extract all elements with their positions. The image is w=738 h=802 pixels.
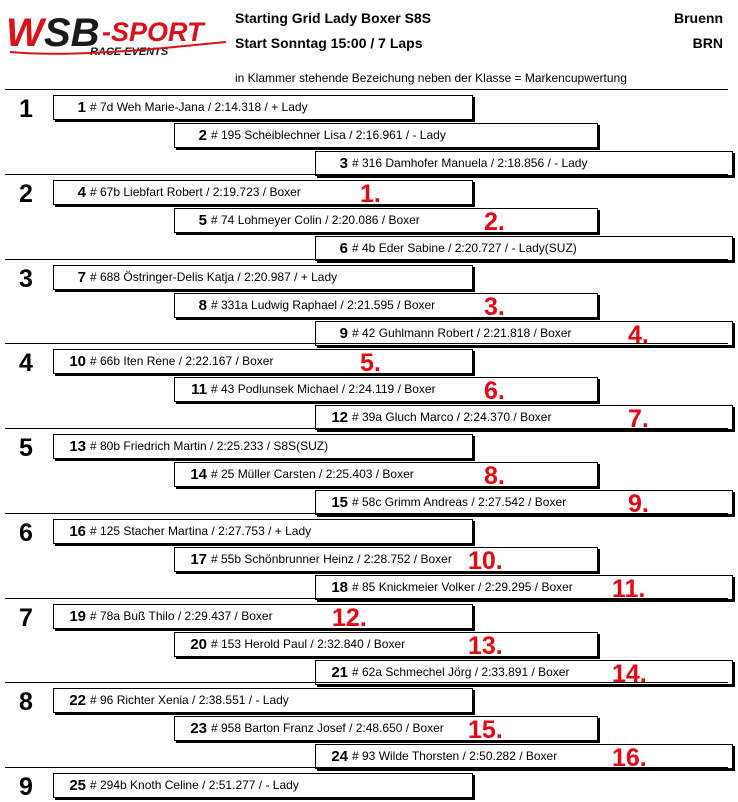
grid-position: 17 <box>190 551 207 568</box>
grid-position: 16 <box>69 523 86 540</box>
rider-info: # 96 Richter Xenia / 2:38.551 / - Lady <box>90 693 289 707</box>
boxer-class-rank: 9. <box>628 490 649 518</box>
grid-entry <box>174 208 598 236</box>
grid-entry <box>174 377 598 405</box>
row-divider <box>5 343 728 344</box>
boxer-class-rank: 8. <box>484 462 505 490</box>
grid-position: 6 <box>339 240 348 257</box>
grid-entry <box>53 265 473 290</box>
rider-info: # 39a Gluch Marco / 2:24.370 / Boxer <box>352 410 552 424</box>
grid-position: 23 <box>190 720 207 737</box>
rider-info: # 62a Schmechel Jörg / 2:33.891 / Boxer <box>352 665 570 679</box>
rider-info: # 25 Müller Carsten / 2:25.403 / Boxer <box>211 467 414 481</box>
rider-info: # 316 Damhofer Manuela / 2:18.856 / - Lady <box>352 156 588 170</box>
grid-entry <box>315 151 733 176</box>
rider-info: # 85 Knickmeier Volker / 2:29.295 / Boxer <box>352 580 573 594</box>
row-divider <box>5 598 728 599</box>
svg-text:-SPORT: -SPORT <box>102 17 204 47</box>
grid-row-number: 9 <box>19 773 33 801</box>
row-divider <box>5 513 728 514</box>
grid-entry <box>174 632 598 660</box>
boxer-class-rank: 2. <box>484 208 505 236</box>
grid-position: 15 <box>331 494 348 511</box>
grid-position: 2 <box>198 127 207 144</box>
row-divider <box>5 89 728 90</box>
boxer-class-rank: 11. <box>612 575 646 603</box>
grid-position: 1 <box>77 99 86 116</box>
rider-info: # 688 Östringer-Delis Katja / 2:20.987 / + Lady <box>90 270 338 284</box>
rider-info: # 195 Scheiblechner Lisa / 2:16.961 / - Lady <box>211 128 446 142</box>
boxer-class-rank: 13. <box>468 632 503 660</box>
boxer-class-rank: 10. <box>468 547 503 575</box>
boxer-class-rank: 7. <box>628 405 649 433</box>
grid-position: 9 <box>339 325 348 342</box>
class-note: in Klammer stehende Bezeichung neben der Klasse = Markencupwertung <box>235 71 627 85</box>
grid-entry <box>53 604 473 632</box>
grid-position: 5 <box>198 212 207 229</box>
rider-info: # 7d Weh Marie-Jana / 2:14.318 / + Lady <box>90 100 308 114</box>
svg-text:W: W <box>6 11 44 55</box>
rider-info: # 958 Barton Franz Josef / 2:48.650 / Boxer <box>211 721 444 735</box>
boxer-class-rank: 4. <box>628 321 649 349</box>
rider-info: # 58c Grimm Andreas / 2:27.542 / Boxer <box>352 495 567 509</box>
boxer-class-rank: 12. <box>332 604 367 632</box>
grid-entry <box>174 293 598 321</box>
grid-position: 25 <box>69 777 86 794</box>
grid-entry <box>315 236 733 261</box>
rider-info: # 43 Podlunsek Michael / 2:24.119 / Boxer <box>211 382 436 396</box>
row-divider <box>5 428 728 429</box>
track-code: BRN <box>692 35 723 51</box>
grid-entry <box>53 688 473 713</box>
grid-entry <box>174 547 598 575</box>
grid-entry <box>53 349 473 377</box>
rider-info: # 93 Wilde Thorsten / 2:50.282 / Boxer <box>352 749 558 763</box>
start-info: Start Sonntag 15:00 / 7 Laps <box>235 35 423 51</box>
grid-position: 11 <box>191 381 207 398</box>
grid-position: 7 <box>77 269 86 286</box>
boxer-class-rank: 1. <box>360 180 381 208</box>
grid-row-number: 4 <box>19 349 33 377</box>
grid-row-number: 7 <box>19 604 33 632</box>
grid-row-number: 8 <box>19 688 33 716</box>
boxer-class-rank: 15. <box>468 716 503 744</box>
grid-position: 20 <box>190 636 207 653</box>
grid-position: 14 <box>190 466 207 483</box>
grid-entry <box>315 490 733 518</box>
grid-entry <box>53 95 473 120</box>
rider-info: # 78a Buß Thilo / 2:29.437 / Boxer <box>90 609 273 623</box>
rider-info: # 4b Eder Sabine / 2:20.727 / - Lady(SUZ) <box>352 241 577 255</box>
grid-entry <box>315 405 733 433</box>
grid-entry <box>315 744 733 772</box>
grid-position: 21 <box>331 664 348 681</box>
rider-info: # 80b Friedrich Martin / 2:25.233 / S8S(SUZ) <box>90 439 329 453</box>
rider-info: # 55b Schönbrunner Heinz / 2:28.752 / Boxer <box>211 552 452 566</box>
boxer-class-rank: 3. <box>484 293 505 321</box>
grid-position: 4 <box>77 184 86 201</box>
grid-position: 12 <box>331 409 348 426</box>
grid-row-number: 3 <box>19 265 33 293</box>
svg-text:SB: SB <box>44 11 100 55</box>
grid-position: 18 <box>331 579 348 596</box>
grid-position: 19 <box>69 608 86 625</box>
rider-info: # 66b Iten Rene / 2:22.167 / Boxer <box>90 354 274 368</box>
grid-row-number: 5 <box>19 434 33 462</box>
grid-position: 3 <box>339 155 348 172</box>
rider-info: # 294b Knoth Celine / 2:51.277 / - Lady <box>90 778 299 792</box>
rider-info: # 331a Ludwig Raphael / 2:21.595 / Boxer <box>211 298 436 312</box>
grid-entry <box>174 716 598 744</box>
track-name: Bruenn <box>674 10 723 26</box>
rider-info: # 42 Guhlmann Robert / 2:21.818 / Boxer <box>352 326 572 340</box>
svg-text:RACE EVENTS: RACE EVENTS <box>90 46 169 58</box>
grid-entry <box>315 575 733 603</box>
grid-position: 22 <box>69 692 86 709</box>
grid-row-number: 2 <box>19 180 33 208</box>
boxer-class-rank: 16. <box>612 744 647 772</box>
boxer-class-rank: 14. <box>612 660 647 688</box>
row-divider <box>5 767 728 768</box>
row-divider <box>5 174 728 175</box>
grid-entry <box>53 434 473 459</box>
boxer-class-rank: 5. <box>360 349 381 377</box>
grid-entry <box>53 773 473 798</box>
grid-position: 8 <box>198 297 207 314</box>
grid-entry <box>53 180 473 208</box>
grid-entry <box>53 519 473 544</box>
rider-info: # 74 Lohmeyer Colin / 2:20.086 / Boxer <box>211 213 420 227</box>
grid-entry <box>174 123 598 148</box>
rider-info: # 153 Herold Paul / 2:32.840 / Boxer <box>211 637 406 651</box>
grid-entry <box>174 462 598 490</box>
grid-title: Starting Grid Lady Boxer S8S <box>235 10 432 26</box>
grid-row-number: 6 <box>19 519 33 547</box>
grid-row-number: 1 <box>19 95 33 123</box>
boxer-class-rank: 6. <box>484 377 505 405</box>
grid-position: 24 <box>331 748 348 765</box>
row-divider <box>5 682 728 683</box>
wsb-sport-logo <box>4 8 229 60</box>
grid-position: 13 <box>69 438 86 455</box>
rider-info: # 125 Stacher Martina / 2:27.753 / + Lady <box>90 524 312 538</box>
row-divider <box>5 259 728 260</box>
rider-info: # 67b Liebfart Robert / 2:19.723 / Boxer <box>90 185 301 199</box>
grid-position: 10 <box>69 353 86 370</box>
